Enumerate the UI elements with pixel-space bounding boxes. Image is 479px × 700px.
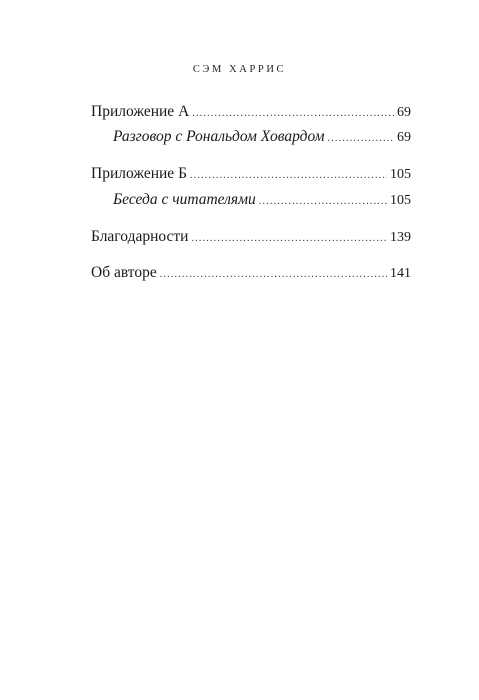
toc-entry-page: 105 [390,193,411,208]
dot-leader [259,192,387,212]
running-head: СЭМ ХАРРИС [192,64,287,75]
toc-entry-title: Об авторе [91,264,157,281]
dot-leader [190,166,387,186]
toc-entry-title: Приложение Б [91,165,187,182]
toc-entry-page: 141 [390,266,411,281]
dot-leader [191,229,387,249]
dot-leader [328,129,394,149]
dot-leader [160,265,387,285]
toc-entry-title: Приложение А [91,103,190,120]
dot-leader [192,104,394,124]
toc-entry-page: 105 [390,167,411,182]
toc-entry-appendix-a [91,102,411,122]
toc-entry-title: Благодарности [91,228,189,245]
toc-entry-howard-conversation [113,127,411,147]
toc-entry-appendix-b [91,164,411,184]
toc-entry-page: 69 [397,130,411,145]
toc-entry-page: 139 [390,230,411,245]
toc-entry-title: Разговор с Рональдом Ховардом [113,128,325,145]
toc-entry-page: 69 [397,105,411,120]
toc-entry-about-author [91,263,411,283]
toc-entry-acknowledgements [91,227,411,247]
toc-entry-title: Беседа с читателями [113,191,256,208]
toc-entry-reader-conversation [113,190,411,210]
